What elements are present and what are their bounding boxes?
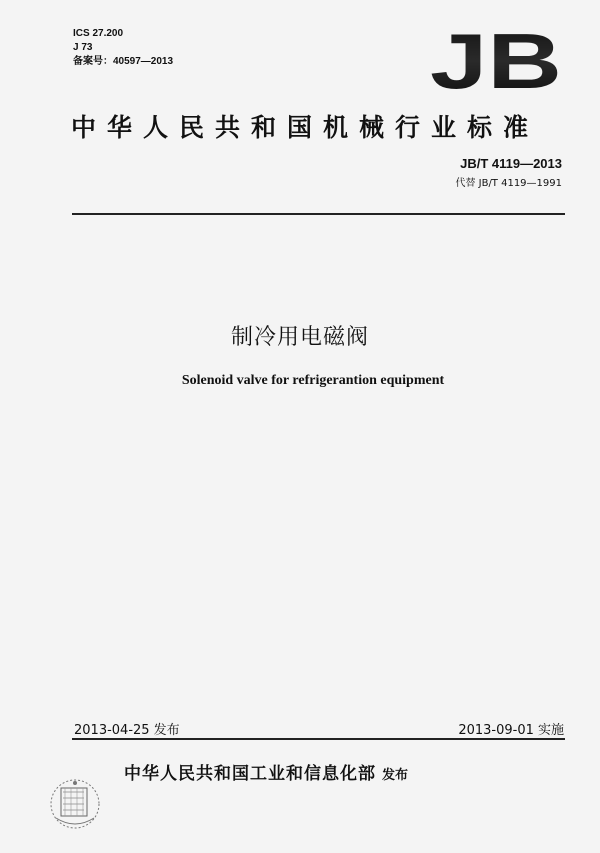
standard-number: JB/T 4119—2013: [460, 156, 562, 171]
seal-emblem-icon: [44, 774, 106, 834]
publisher-line: [124, 759, 408, 784]
publisher-name: 中华人民共和国工业和信息化部: [124, 764, 376, 784]
document-title-chinese: 制冷用电磁阀: [230, 325, 369, 350]
top-divider: [72, 213, 565, 215]
bottom-divider: [72, 738, 565, 740]
ccs-code: J 73: [73, 42, 93, 53]
implementation-date: 2013-09-01 实施: [458, 723, 564, 738]
classification-block: [73, 27, 173, 69]
publisher-suffix: 发布: [382, 768, 409, 783]
issue-date: 2013-04-25 发布: [74, 723, 180, 738]
replaces-standard: 代替 JB/T 4119—1991: [455, 178, 562, 189]
document-title-english: Solenoid valve for refrigerantion equipment: [181, 373, 445, 388]
record-number: 备案号：40597—2013: [73, 56, 174, 67]
logo-lettering: JB: [430, 30, 562, 92]
issuing-category-title: 中华人民共和国机械行业标准: [71, 113, 540, 142]
jb-logo: [428, 30, 564, 92]
ics-code: ICS 27.200: [73, 28, 124, 39]
